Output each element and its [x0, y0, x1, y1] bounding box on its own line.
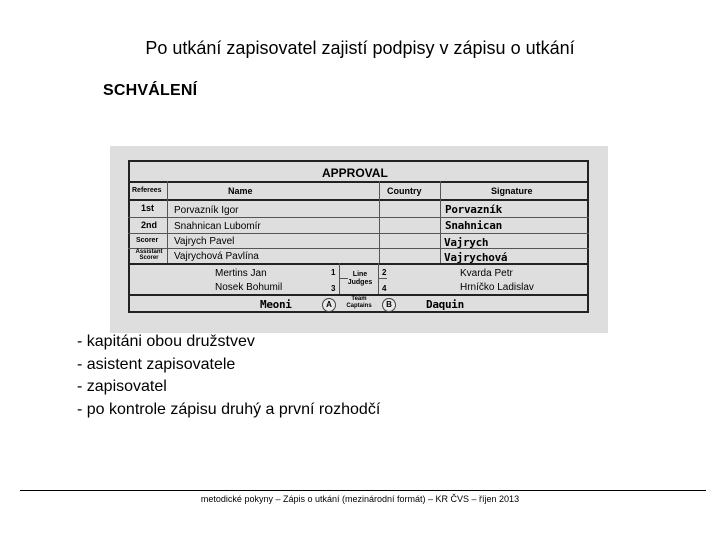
team-a-marker: A [322, 298, 336, 312]
list-item: - asistent zapisovatele [77, 355, 236, 373]
scorer-signature: Vajrych [444, 236, 489, 249]
referee-1-name: Porvazník Igor [174, 205, 239, 216]
list-item: - zapisovatel [77, 378, 167, 395]
line-judge-num-3: 3 [331, 284, 336, 293]
captain-a-signature: Meoni [260, 298, 292, 311]
referee-2-name: Snahnican Lubomír [174, 221, 261, 232]
scorer-name: Vajrych Pavel [174, 236, 235, 247]
col-signature: Signature [491, 186, 533, 196]
bullet-list [77, 331, 380, 421]
line-judge-num-2: 2 [382, 268, 387, 277]
row-label-1st: 1st [141, 203, 155, 213]
list-item: - kapitáni obou družstvev [77, 333, 255, 350]
line-judge-3-name: Nosek Bohumil [215, 282, 283, 293]
referee-2-signature: Snahnican [445, 219, 502, 232]
captain-b-signature: Daquin [426, 298, 464, 311]
line-judges-label: Line Judges [347, 271, 373, 286]
row-label-2nd: 2nd [141, 220, 158, 230]
col-referees: Referees [132, 187, 162, 194]
line-judge-4-name: Hrníčko Ladislav [460, 282, 534, 293]
footer-divider [20, 490, 706, 491]
line-judge-2-name: Kvarda Petr [460, 268, 513, 279]
line-judge-num-4: 4 [382, 284, 387, 293]
assistant-scorer-signature: Vajrychová [444, 251, 508, 264]
team-b-marker: B [382, 298, 396, 312]
referee-1-signature: Porvazník [445, 203, 502, 216]
line-judge-1-name: Mertins Jan [215, 268, 267, 279]
col-name: Name [228, 186, 253, 196]
assistant-scorer-name: Vajrychová Pavlína [174, 251, 259, 262]
page-title: Po utkání zapisovatel zajistí podpisy v zápisu o utkání [145, 38, 575, 58]
team-captains-label: Team Captains [346, 296, 372, 309]
approval-heading: APPROVAL [322, 166, 388, 180]
row-label-assistant: Assistant Scorer [135, 249, 163, 261]
row-label-scorer: Scorer [136, 237, 159, 244]
col-country: Country [387, 186, 422, 196]
list-item: - po kontrole zápisu druhý a první rozhodčí [77, 400, 381, 418]
section-heading: SCHVÁLENÍ [103, 82, 198, 99]
approval-form-image [110, 146, 608, 333]
footer-text: metodické pokyny – Zápis o utkání (mezinárodní formát) – KR ČVS – říjen 2013 [200, 494, 520, 504]
line-judge-num-1: 1 [331, 268, 336, 277]
